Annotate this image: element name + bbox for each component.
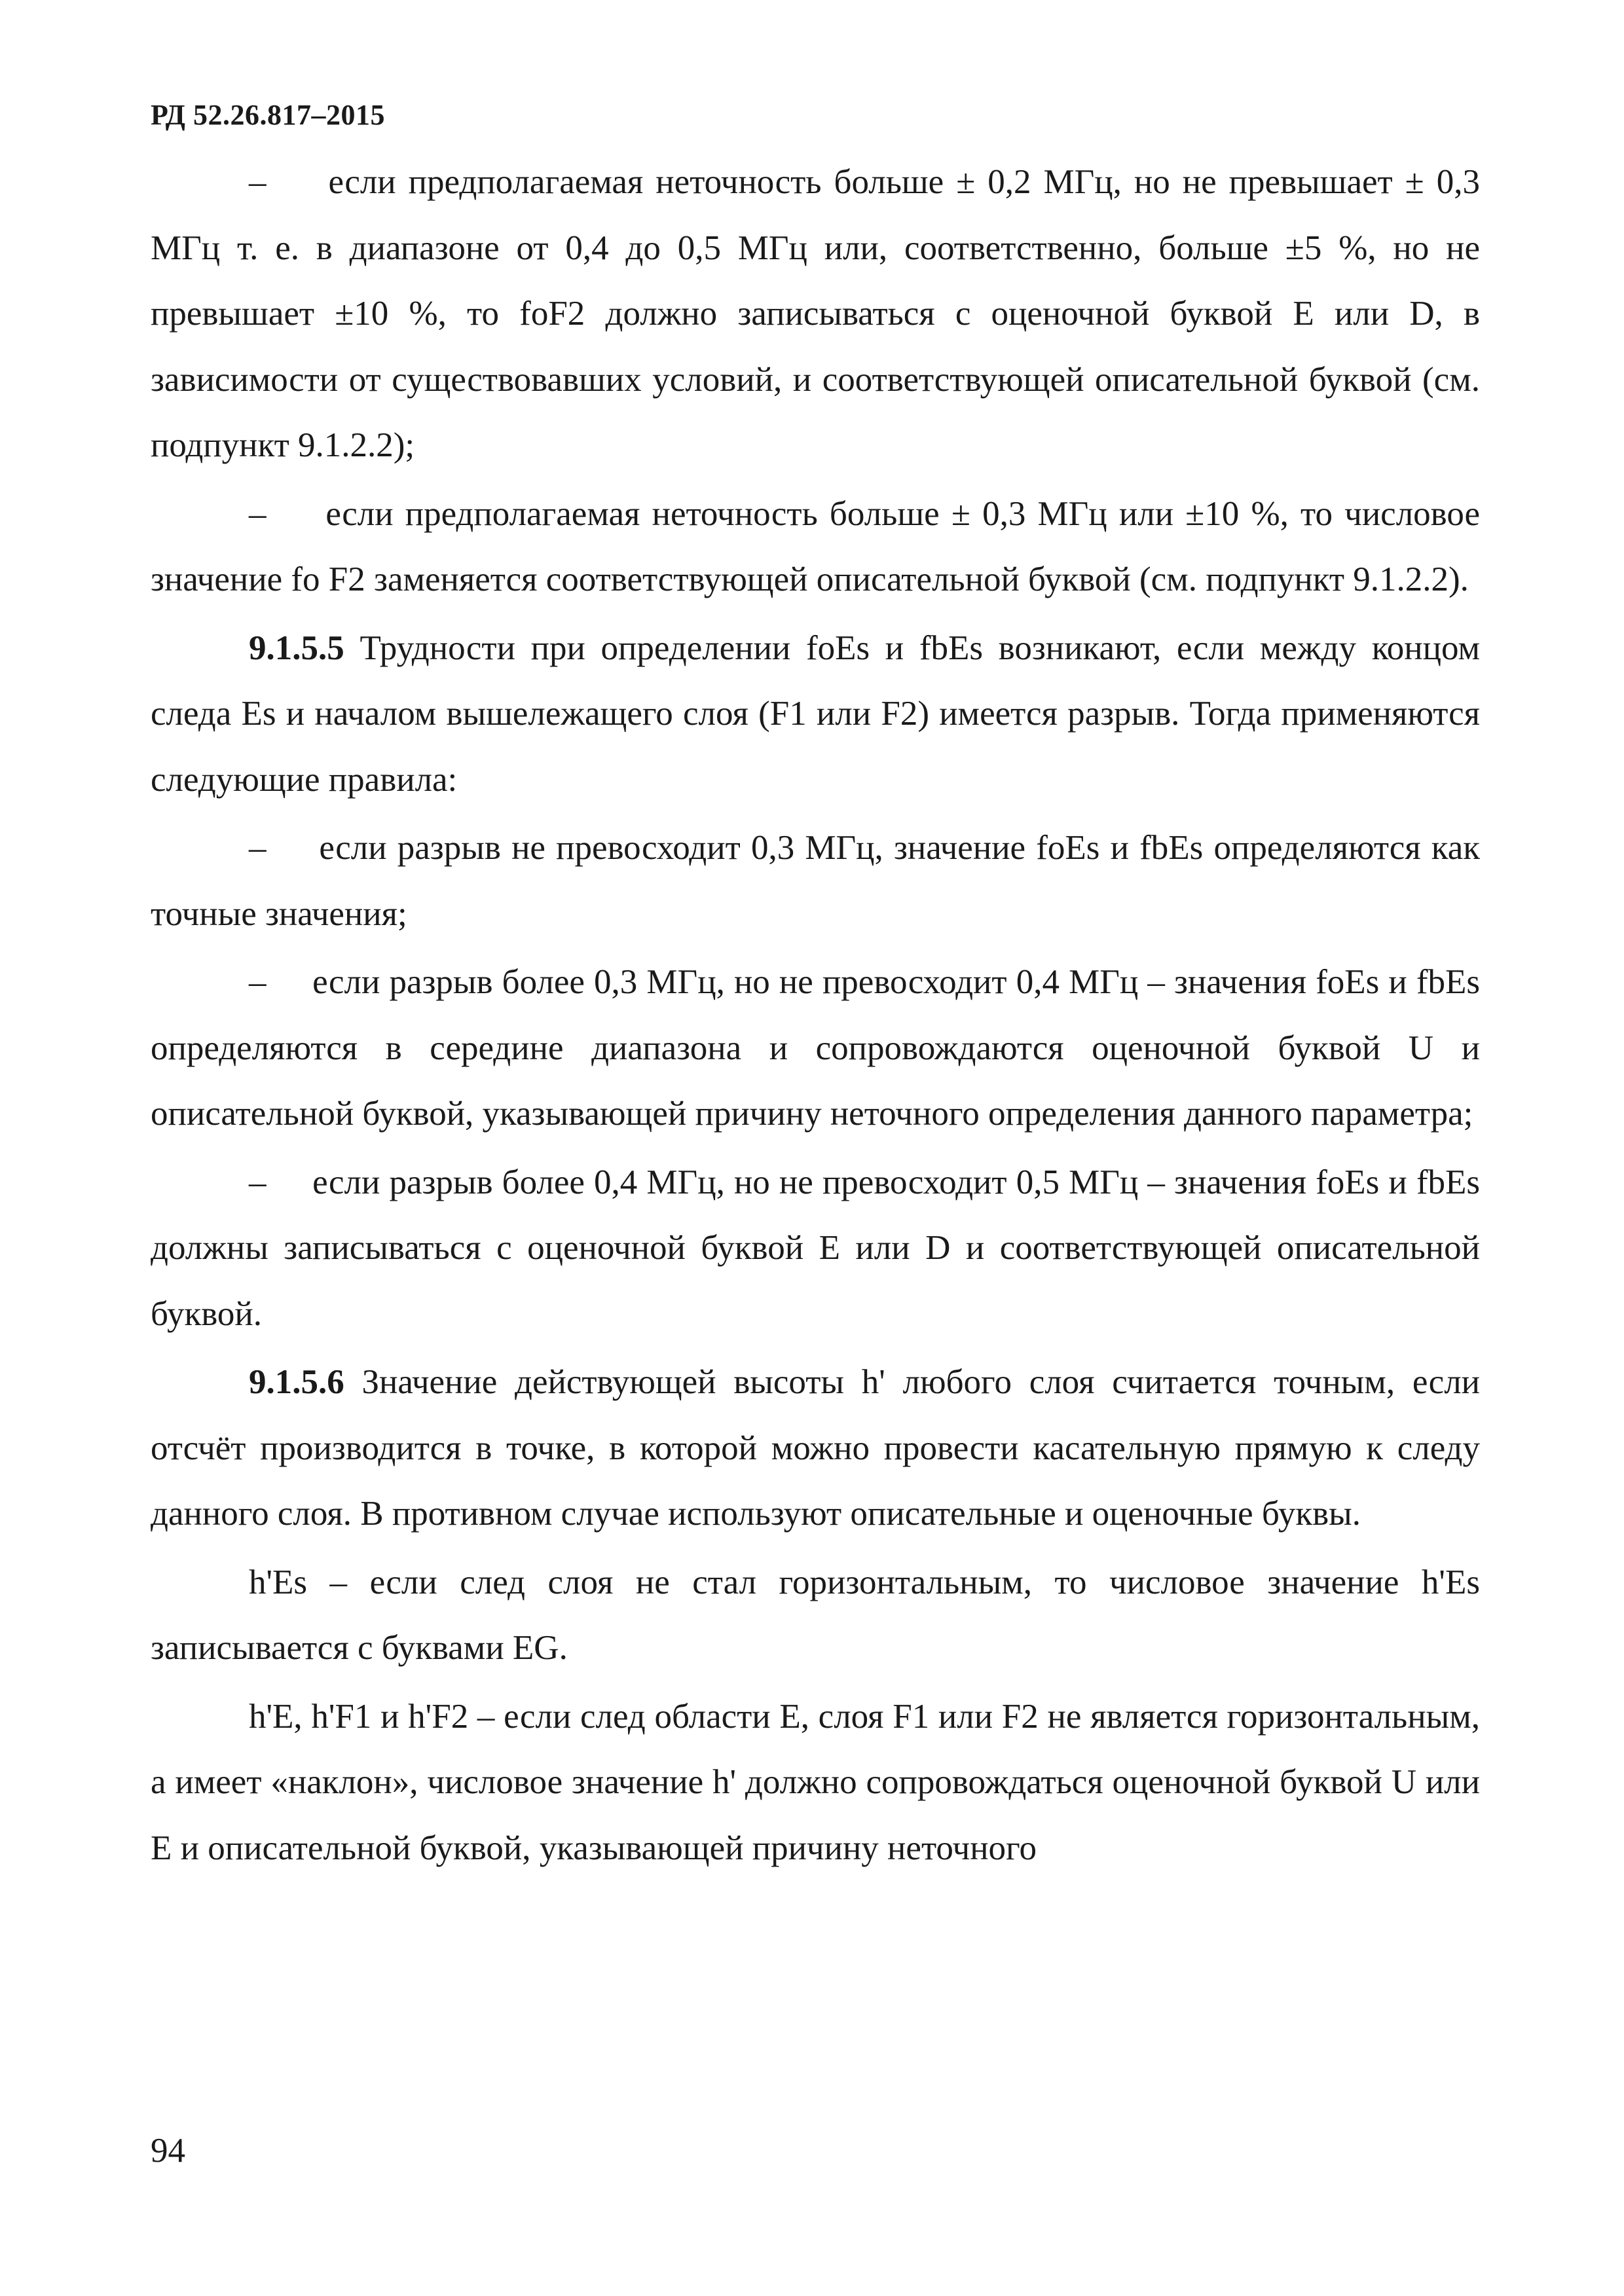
list-item-text: если разрыв более 0,4 МГц, но не превосходит 0,5 МГц – значения foEs и fbEs должны записываться с оценочной буквой E или D и соответствующей описательной буквой. (151, 1163, 1480, 1333)
clause-number: 9.1.5.6 (249, 1363, 344, 1401)
clause-text: Трудности при определении foEs и fbEs возникают, если между концом следа Es и началом вышележащего слоя (F1 или F2) имеется разрыв. Тогда применяются следующие правила: (151, 629, 1481, 799)
document-header: РД 52.26.817–2015 (151, 99, 385, 131)
list-item-text: если разрыв более 0,3 МГц, но не превосходит 0,4 МГц – значения foEs и fbEs определяются в середине диапазона и сопровождаются оценочной буквой U и описательной буквой, указывающей причину неточного определения данного параметра; (151, 963, 1480, 1133)
clause-paragraph (151, 615, 1480, 813)
list-marker: – (249, 829, 267, 867)
list-marker: – (249, 163, 267, 201)
list-item (151, 1150, 1480, 1347)
list-item-text: если разрыв не превосходит 0,3 МГц, значение foEs и fbEs определяются как точные значения; (151, 829, 1480, 933)
list-marker: – (249, 963, 267, 1001)
clause-number: 9.1.5.5 (249, 629, 344, 667)
list-marker: – (249, 494, 267, 533)
body-paragraph: h'E, h'F1 и h'F2 – если след области E, слоя F1 или F2 не является горизонтальным, а имеет «наклон», числовое значение h' должно сопровождаться оценочной буквой U или E и описательной буквой, указывающей причину неточного (151, 1697, 1480, 1867)
list-marker: – (249, 1163, 267, 1201)
list-item-text: если предполагаемая неточность больше ± 0,2 МГц, но не превышает ± 0,3 МГц т. е. в диапазоне от 0,4 до 0,5 МГц или, соответственно, больше ±5 %, но не превышает ±10 %, то foF2 должно записываться с оценочной буквой E или D, в зависимости от существовавших условий, и соответствующей описательной буквой (см. подпункт 9.1.2.2); (151, 163, 1481, 464)
list-item (151, 949, 1480, 1147)
list-item (151, 149, 1480, 479)
page-number: 94 (151, 2132, 185, 2170)
page-body (151, 149, 1480, 1881)
clause-text: Значение действующей высоты h' любого слоя считается точным, если отсчёт производится в точке, в которой можно провести касательную прямую к следу данного слоя. В противном случае используют описательные и оценочные буквы. (151, 1363, 1481, 1533)
clause-paragraph (151, 1349, 1480, 1547)
list-item-text: если предполагаемая неточность больше ± 0,3 МГц или ±10 %, то числовое значение fo F2 заменяется соответствующей описательной буквой (см. подпункт 9.1.2.2). (151, 494, 1480, 598)
list-item (151, 481, 1480, 613)
body-paragraph: h'Es – если след слоя не стал горизонтальным, то числовое значение h'Es записывается с буквами EG. (151, 1563, 1480, 1667)
list-item (151, 815, 1480, 947)
